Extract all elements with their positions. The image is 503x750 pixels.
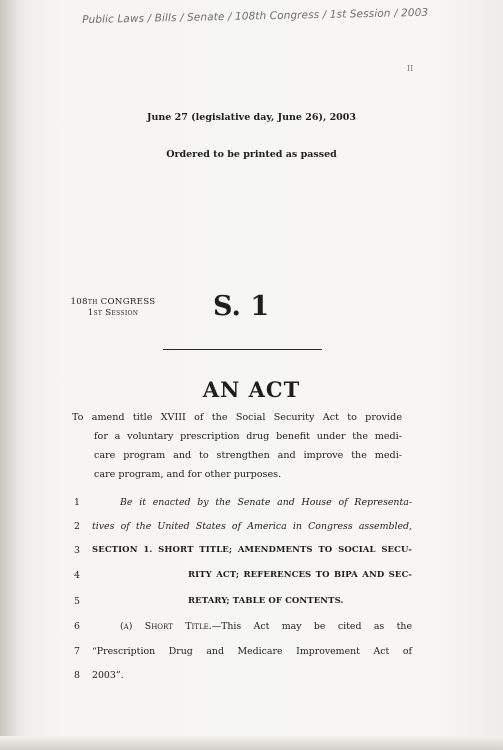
bill-line bbox=[70, 646, 415, 662]
congress-label: 108th CONGRESS bbox=[70, 297, 156, 307]
short-title-label: (a) Short Title. bbox=[120, 621, 212, 632]
purpose-line: care program and to strengthen and improve the medi- bbox=[94, 450, 402, 461]
print-order: Ordered to be printed as passed bbox=[166, 149, 337, 160]
page-marker: II bbox=[407, 64, 414, 73]
line-number: 4 bbox=[74, 570, 80, 581]
line-number: 6 bbox=[74, 621, 80, 632]
handwritten-annotation: Public Laws / Bills / Senate / 108th Congress / 1st Session / 2003 bbox=[82, 6, 429, 26]
line-number: 1 bbox=[74, 497, 80, 508]
bill-line bbox=[70, 596, 415, 612]
congress-session bbox=[58, 297, 168, 319]
enacting-clause: Be it enacted by the Senate and House of Representa- bbox=[120, 497, 412, 508]
bill-line bbox=[70, 521, 415, 537]
short-title-line: “Prescription Drug and Medicare Improvement Act of bbox=[92, 646, 412, 657]
bill-line bbox=[70, 497, 415, 513]
divider-rule bbox=[163, 349, 322, 350]
page-bottom-shadow bbox=[0, 736, 503, 750]
bill-line bbox=[70, 570, 415, 586]
bill-line bbox=[70, 621, 415, 637]
line-number: 2 bbox=[74, 521, 80, 532]
line-number: 7 bbox=[74, 646, 80, 657]
section-heading: RETARY; TABLE OF CONTENTS. bbox=[188, 596, 344, 606]
session-label: 1st Session bbox=[87, 308, 139, 318]
line-number: 8 bbox=[74, 670, 80, 681]
short-title-line: 2003”. bbox=[92, 670, 124, 681]
section-heading: SECTION 1. SHORT TITLE; AMENDMENTS TO SOCIAL SECU- bbox=[92, 545, 412, 555]
line-number: 3 bbox=[74, 545, 80, 556]
purpose-line: care program, and for other purposes. bbox=[94, 469, 282, 480]
purpose-line: for a voluntary prescription drug benefit under the medi- bbox=[94, 431, 402, 442]
section-heading: RITY ACT; REFERENCES TO BIPA AND SEC- bbox=[188, 570, 412, 580]
short-title-line bbox=[120, 621, 412, 632]
dateline: June 27 (legislative day, June 26), 2003 bbox=[146, 112, 357, 123]
bill-number: S. 1 bbox=[213, 291, 270, 322]
purpose-clause bbox=[72, 408, 402, 484]
act-heading: AN ACT bbox=[202, 377, 301, 402]
line-number: 5 bbox=[74, 596, 80, 607]
purpose-line: To amend title XVIII of the Social Security Act to provide bbox=[72, 412, 402, 423]
short-title-text: —This Act may be cited as the bbox=[211, 621, 412, 632]
bill-line bbox=[70, 545, 415, 561]
bill-line bbox=[70, 670, 415, 686]
enacting-clause: tives of the United States of America in Congress assembled, bbox=[92, 521, 412, 532]
